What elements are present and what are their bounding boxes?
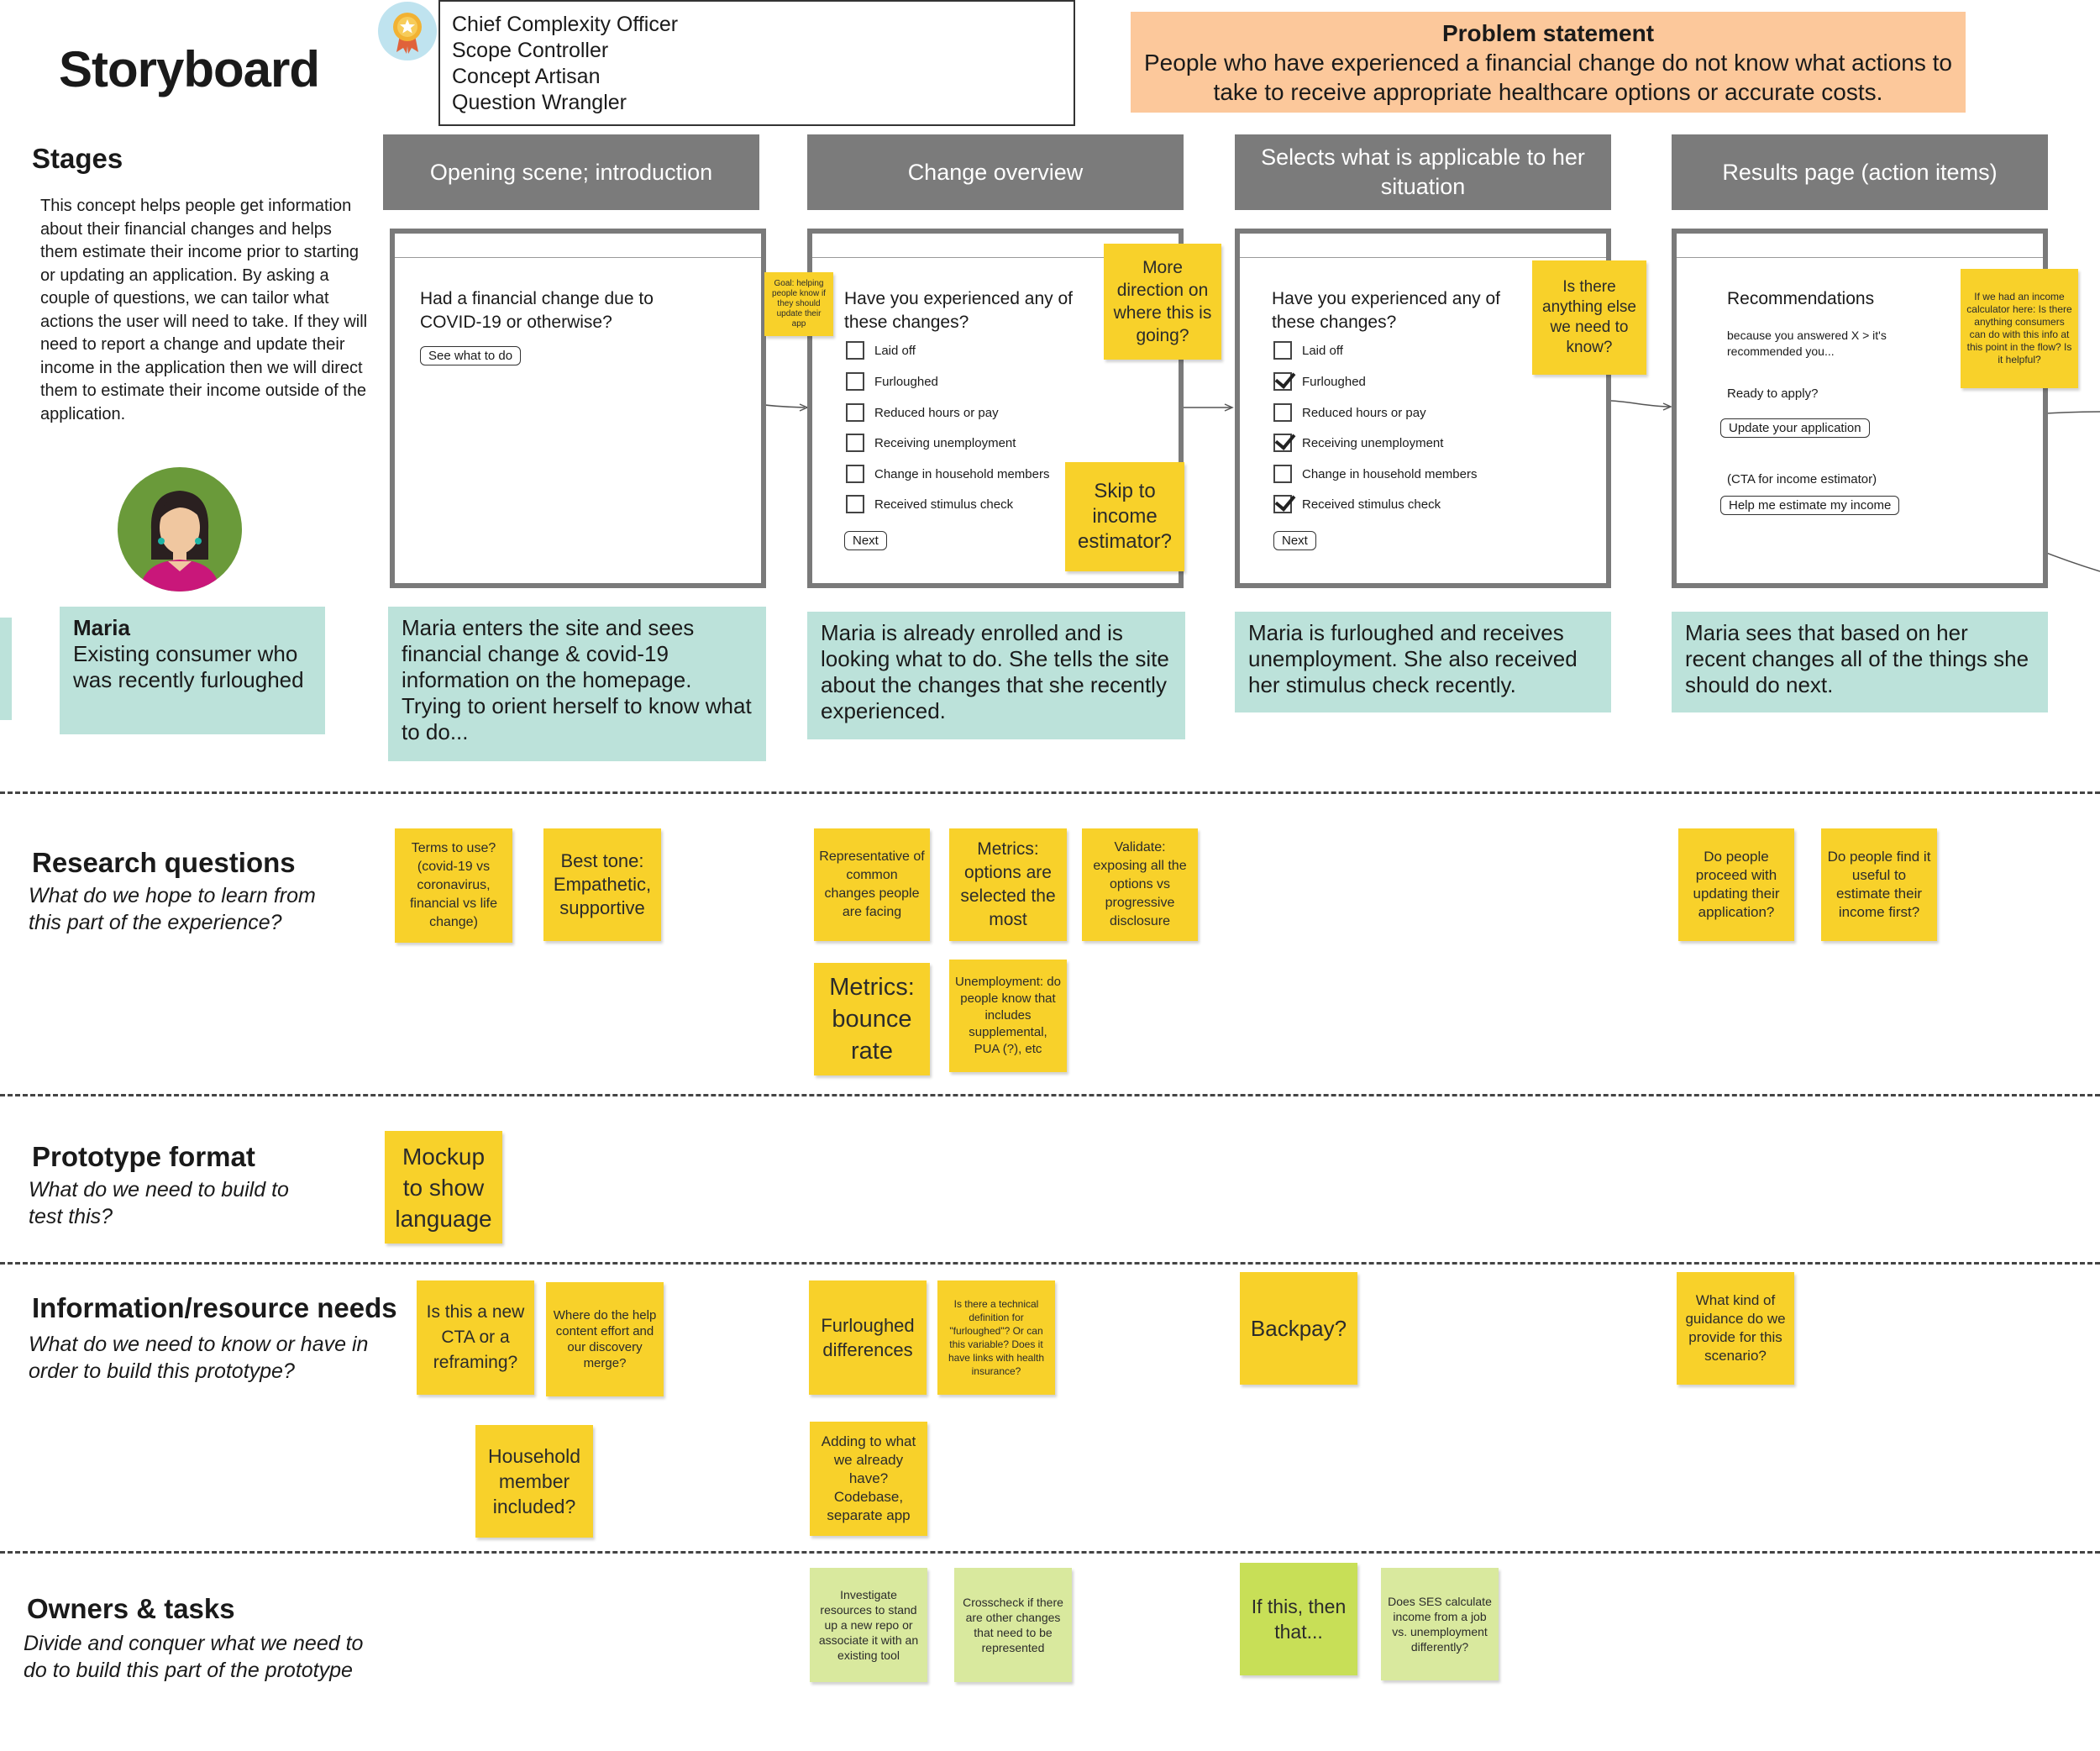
screen1-question: Had a financial change due to COVID-19 or otherwise? bbox=[420, 289, 654, 332]
task-note: Investigate resources to stand up a new repo or associate it with an existing tool bbox=[810, 1568, 927, 1682]
task-note: Does SES calculate income from a job vs. unemployment differently? bbox=[1381, 1568, 1499, 1680]
problem-text: People who have experienced a financial change do not know what actions to take to receive appropriate healthcare options or accurate costs. bbox=[1144, 50, 1952, 105]
task-note: If this, then that... bbox=[1240, 1563, 1357, 1675]
role-item: Concept Artisan bbox=[452, 65, 601, 88]
info-heading: Information/resource needs bbox=[32, 1292, 397, 1323]
persona-name: Maria bbox=[73, 615, 130, 640]
stage-narrative-1: Maria enters the site and sees financial change & covid-19 information on the homepage. Trying to orient herself to know what to do... bbox=[388, 607, 766, 761]
checkbox-option[interactable]: Change in household members bbox=[846, 465, 1049, 483]
checkbox[interactable] bbox=[1273, 341, 1292, 360]
role-item: Chief Complexity Officer bbox=[452, 13, 679, 36]
checkbox[interactable] bbox=[846, 465, 864, 483]
stage-header-2: Change overview bbox=[807, 134, 1184, 210]
task-note: Crosscheck if there are other changes that need to be represented bbox=[954, 1568, 1072, 1682]
section-divider bbox=[0, 791, 2100, 794]
checkbox-option[interactable]: Furloughed bbox=[846, 372, 938, 391]
checkbox[interactable] bbox=[846, 434, 864, 452]
cta-note: (CTA for income estimator) bbox=[1727, 472, 1877, 486]
ready-to-apply-text: Ready to apply? bbox=[1727, 386, 1819, 401]
recommendations-heading: Recommendations bbox=[1727, 289, 1875, 308]
checkbox-option[interactable]: Change in household members bbox=[1273, 465, 1477, 483]
sticky-note: Terms to use? (covid-19 vs coronavirus, financial vs life change) bbox=[395, 828, 512, 943]
role-item: Question Wrangler bbox=[452, 91, 627, 114]
stage-header-3: Selects what is applicable to her situation bbox=[1235, 134, 1611, 210]
checkbox-option[interactable]: Receiving unemployment bbox=[846, 434, 1016, 452]
checkbox-checked[interactable] bbox=[1273, 434, 1292, 452]
owners-subheading: Divide and conquer what we need to do to build this part of the prototype bbox=[24, 1632, 364, 1682]
info-subheading: What do we need to know or have in order to build this prototype? bbox=[29, 1333, 369, 1383]
prototype-subheading: What do we need to build to test this? bbox=[29, 1178, 289, 1228]
sticky-note: Metrics: bounce rate bbox=[814, 963, 930, 1075]
screen3-question: Have you experienced any of these changes? bbox=[1272, 289, 1501, 332]
sticky-note: Adding to what we already have? Codebase, separate app bbox=[810, 1422, 927, 1536]
checkbox-option[interactable]: Received stimulus check bbox=[846, 495, 1013, 513]
screen2-question: Have you experienced any of these changes? bbox=[844, 289, 1074, 332]
checkbox-option[interactable]: Receiving unemployment bbox=[1273, 434, 1443, 452]
section-divider bbox=[0, 1262, 2100, 1265]
problem-heading: Problem statement bbox=[1441, 20, 1655, 46]
see-what-to-do-button[interactable]: See what to do bbox=[420, 346, 521, 365]
stage-narrative-2: Maria is already enrolled and is looking what to do. She tells the site about the changes that she recently experienced. bbox=[807, 612, 1185, 739]
stages-heading: Stages bbox=[32, 143, 123, 174]
sticky-note: Do people proceed with updating their application? bbox=[1678, 828, 1794, 941]
sticky-note: Mockup to show language bbox=[385, 1131, 502, 1244]
sticky-note: More direction on where this is going? bbox=[1104, 244, 1221, 360]
checkbox-option[interactable]: Furloughed bbox=[1273, 372, 1366, 391]
sticky-note: Furloughed differences bbox=[809, 1280, 927, 1395]
checkbox[interactable] bbox=[846, 495, 864, 513]
sticky-note: Goal: helping people know if they should update their app bbox=[764, 272, 833, 336]
concept-description: This concept helps people get information about their financial changes and helps them estimate their income prior to starting or updating an application. By asking a couple of questions, we can tailor what actions the user will need to take. If they will need to report a change and update their income in the application then we will direct them to estimate their income outside of the application. bbox=[40, 197, 368, 423]
stage-narrative-3: Maria is furloughed and receives unemployment. She also received her stimulus check recently. bbox=[1235, 612, 1611, 712]
checkbox-option[interactable]: Received stimulus check bbox=[1273, 495, 1441, 513]
checkbox-option[interactable]: Laid off bbox=[846, 341, 916, 360]
research-heading: Research questions bbox=[32, 847, 296, 878]
screen-top-bar bbox=[1677, 257, 2043, 258]
checkbox[interactable] bbox=[1273, 465, 1292, 483]
sticky-note: Where do the help content effort and our discovery merge? bbox=[546, 1282, 664, 1396]
prototype-heading: Prototype format bbox=[32, 1141, 255, 1172]
sticky-note: What kind of guidance do we provide for this scenario? bbox=[1677, 1272, 1794, 1385]
checkbox[interactable] bbox=[846, 372, 864, 391]
sticky-note: Is this a new CTA or a reframing? bbox=[417, 1280, 534, 1395]
research-subheading: What do we hope to learn from this part of the experience? bbox=[29, 884, 316, 934]
update-application-button[interactable]: Update your application bbox=[1720, 418, 1870, 438]
owners-heading: Owners & tasks bbox=[27, 1593, 235, 1624]
checkbox-option[interactable]: Reduced hours or pay bbox=[1273, 403, 1426, 422]
sticky-note: Household member included? bbox=[475, 1425, 593, 1538]
checkbox[interactable] bbox=[846, 341, 864, 360]
sticky-note: Metrics: options are selected the most bbox=[949, 828, 1067, 941]
sticky-note: Do people find it useful to estimate their income first? bbox=[1821, 828, 1937, 941]
checkbox[interactable] bbox=[846, 403, 864, 422]
sticky-note: Representative of common changes people are facing bbox=[814, 828, 930, 941]
checkbox-option[interactable]: Reduced hours or pay bbox=[846, 403, 999, 422]
checkbox-checked[interactable] bbox=[1273, 372, 1292, 391]
section-divider bbox=[0, 1551, 2100, 1554]
sticky-note: Skip to income estimator? bbox=[1065, 462, 1184, 571]
sticky-note: Is there anything else we need to know? bbox=[1532, 260, 1646, 375]
checkbox[interactable] bbox=[1273, 403, 1292, 422]
next-button[interactable]: Next bbox=[1273, 531, 1316, 550]
screen-top-bar bbox=[1240, 257, 1606, 258]
checkbox-option[interactable]: Laid off bbox=[1273, 341, 1343, 360]
stage-header-4: Results page (action items) bbox=[1672, 134, 2048, 210]
sticky-note: Unemployment: do people know that includes supplemental, PUA (?), etc bbox=[949, 960, 1067, 1072]
sticky-note: If we had an income calculator here: Is there anything consumers can do with this info at this point in the flow? Is it helpful? bbox=[1961, 269, 2078, 388]
section-divider bbox=[0, 1094, 2100, 1096]
checkbox-checked[interactable] bbox=[1273, 495, 1292, 513]
screen-top-bar bbox=[395, 257, 761, 258]
persona-description: Existing consumer who was recently furloughed bbox=[73, 641, 304, 692]
sticky-note: Best tone: Empathetic, supportive bbox=[543, 828, 661, 941]
next-button[interactable]: Next bbox=[844, 531, 887, 550]
estimate-income-button[interactable]: Help me estimate my income bbox=[1720, 496, 1899, 515]
recommendation-text: because you answered X > it's recommended you... bbox=[1727, 329, 1887, 358]
sticky-note: Is there a technical definition for "furloughed"? Or can this variable? Does it have links with health insurance? bbox=[937, 1280, 1055, 1395]
stage-narrative-4: Maria sees that based on her recent changes all of the things she should do next. bbox=[1672, 612, 2048, 712]
sticky-note: Validate: exposing all the options vs progressive disclosure bbox=[1082, 828, 1198, 941]
sticky-note: Backpay? bbox=[1240, 1272, 1357, 1385]
stage-header-1: Opening scene; introduction bbox=[383, 134, 759, 210]
page-title: Storyboard bbox=[59, 41, 320, 97]
wireframe-screen-1 bbox=[390, 229, 766, 588]
role-item: Scope Controller bbox=[452, 39, 609, 62]
